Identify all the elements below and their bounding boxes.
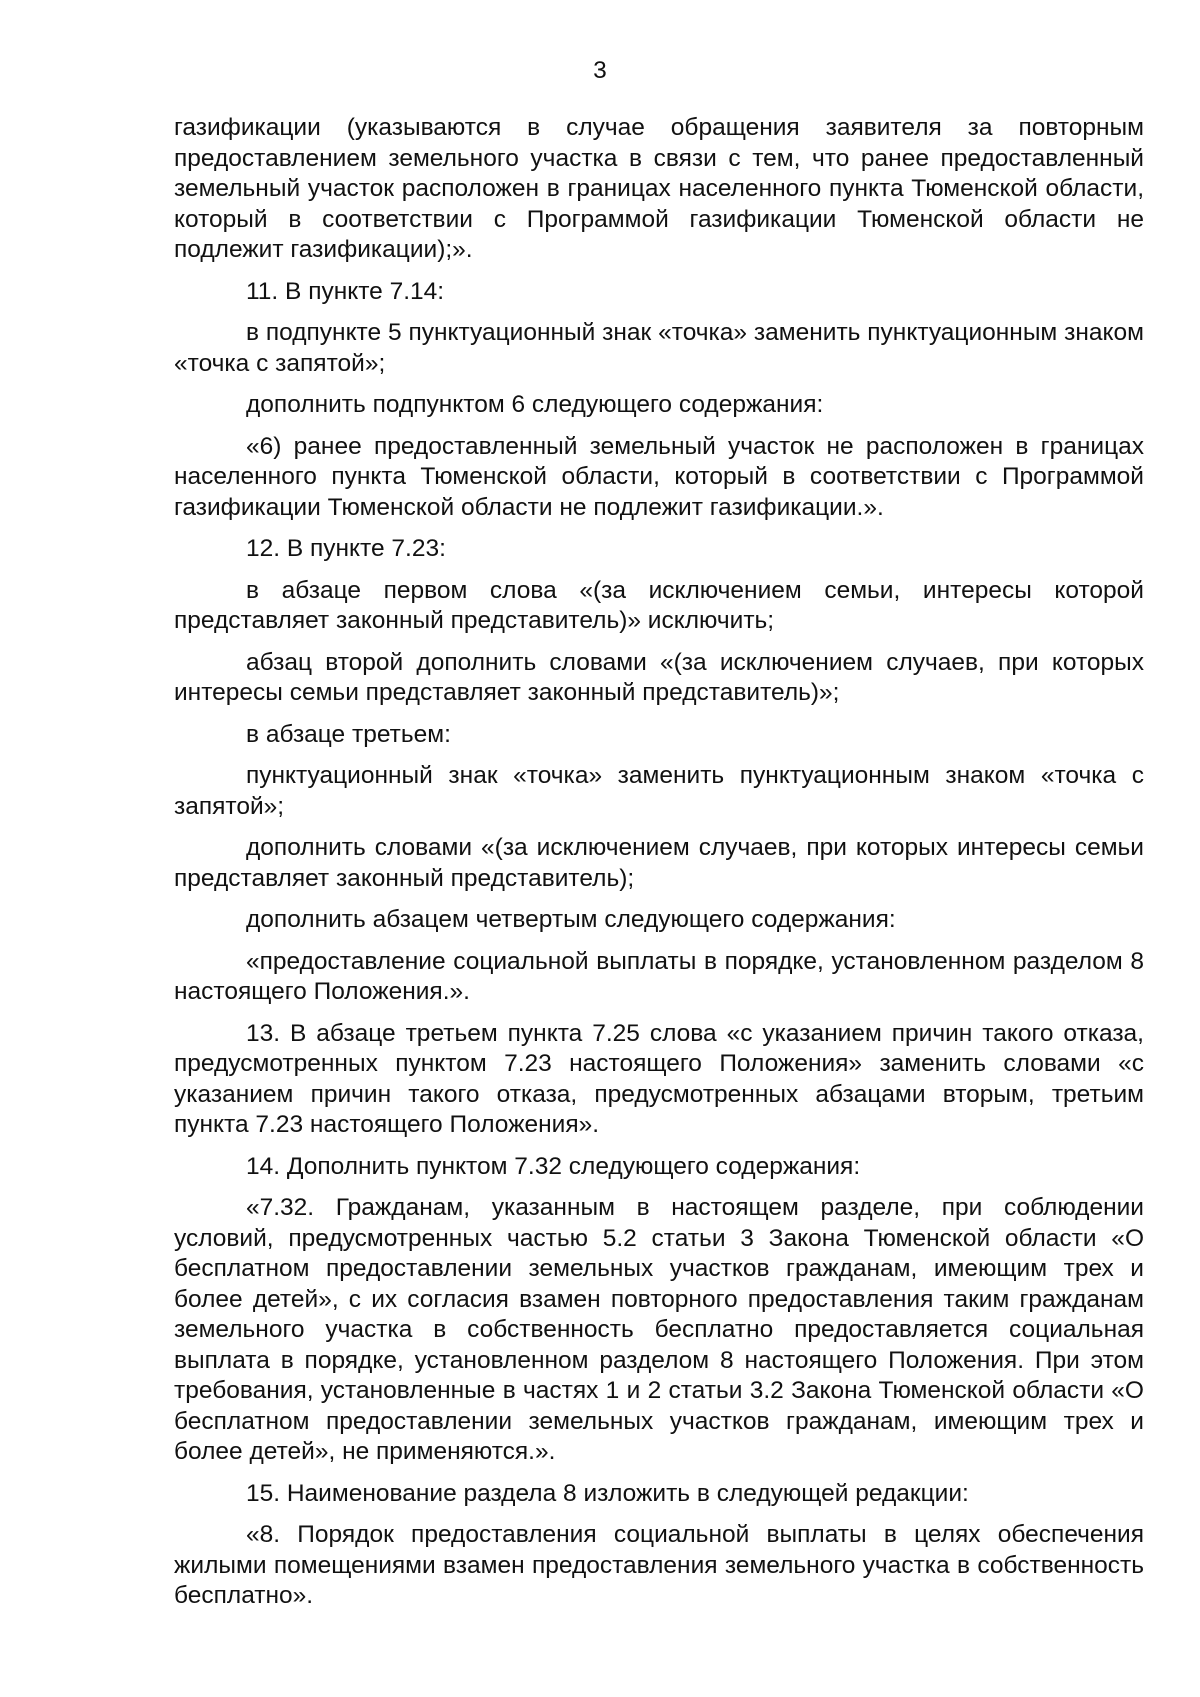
paragraph-quote: «8. Порядок предоставления социальной выплаты в целях обеспечения жилыми помещениями взамен предоставления земельного участка в собственность бесплатно». [174, 1521, 1144, 1609]
paragraph-quote: «6) ранее предоставленный земельный участок не расположен в границах населенного пункта Тюменской области, который в соответствии с Программой газификации Тюменской области не подлежит газификации.». [174, 432, 1144, 521]
paragraph: в абзаце первом слова «(за исключением семьи, интересы которой представляет законный представитель)» исключить; [174, 576, 1144, 634]
paragraph: дополнить подпунктом 6 следующего содержания: [246, 391, 824, 418]
paragraph: дополнить словами «(за исключением случаев, при которых интересы семьи представляет законный представитель); [174, 834, 1144, 892]
paragraph: дополнить абзацем четвертым следующего содержания: [246, 906, 896, 933]
paragraph: пунктуационный знак «точка» заменить пунктуационным знаком «точка с запятой»; [174, 762, 1144, 820]
paragraph-item-14: 14. Дополнить пунктом 7.32 следующего содержания: [246, 1152, 861, 1180]
paragraph-quote: «предоставление социальной выплаты в порядке, установленном разделом 8 настоящего Положения.». [174, 947, 1144, 1005]
paragraph-continuation: газификации (указываются в случае обращения заявителя за повторным предоставлением земельного участка в связи с тем, что ранее предоставленный земельный участок расположен в границах населенного пункта Тюменской области, который в соответствии с Программой газификации Тюменской области не подлежит газификации);». [174, 114, 1144, 263]
paragraph-item-15: 15. Наименование раздела 8 изложить в следующей редакции: [246, 1479, 969, 1507]
paragraph: в подпункте 5 пунктуационный знак «точка» заменить пунктуационным знаком «точка с запятой»; [174, 319, 1144, 377]
paragraph-item-12: 12. В пункте 7.23: [246, 535, 446, 562]
document-body [174, 113, 1144, 1623]
paragraph-item-11: 11. В пункте 7.14: [246, 277, 445, 305]
paragraph: абзац второй дополнить словами «(за исключением случаев, при которых интересы семьи представляет законный представитель)»; [174, 648, 1144, 706]
paragraph-quote: «7.32. Гражданам, указанным в настоящем разделе, при соблюдении условий, предусмотренных частью 5.2 статьи 3 Закона Тюменской области «О бесплатном предоставлении земельных участков гражданам, имеющим трех и более детей», с их согласия взамен повторного предоставления таким гражданам земельного участка в собственность бесплатно предоставляется социальная выплата в порядке, установленном разделом 8 настоящего Положения. При этом требования, установленные в частях 1 и 2 статьи 3.2 Закона Тюменской области «О бесплатном предоставлении земельных участков гражданам, имеющим трех и более детей», не применяются.». [174, 1194, 1144, 1465]
paragraph: в абзаце третьем: [246, 720, 451, 748]
paragraph-item-13: 13. В абзаце третьем пункта 7.25 слова «с указанием причин такого отказа, предусмотренных пунктом 7.23 настоящего Положения» заменить словами «с указанием причин такого отказа, предусмотренных абзацами вторым, третьим пункта 7.23 настоящего Положения». [174, 1019, 1144, 1138]
page-number: 3 [593, 57, 607, 84]
